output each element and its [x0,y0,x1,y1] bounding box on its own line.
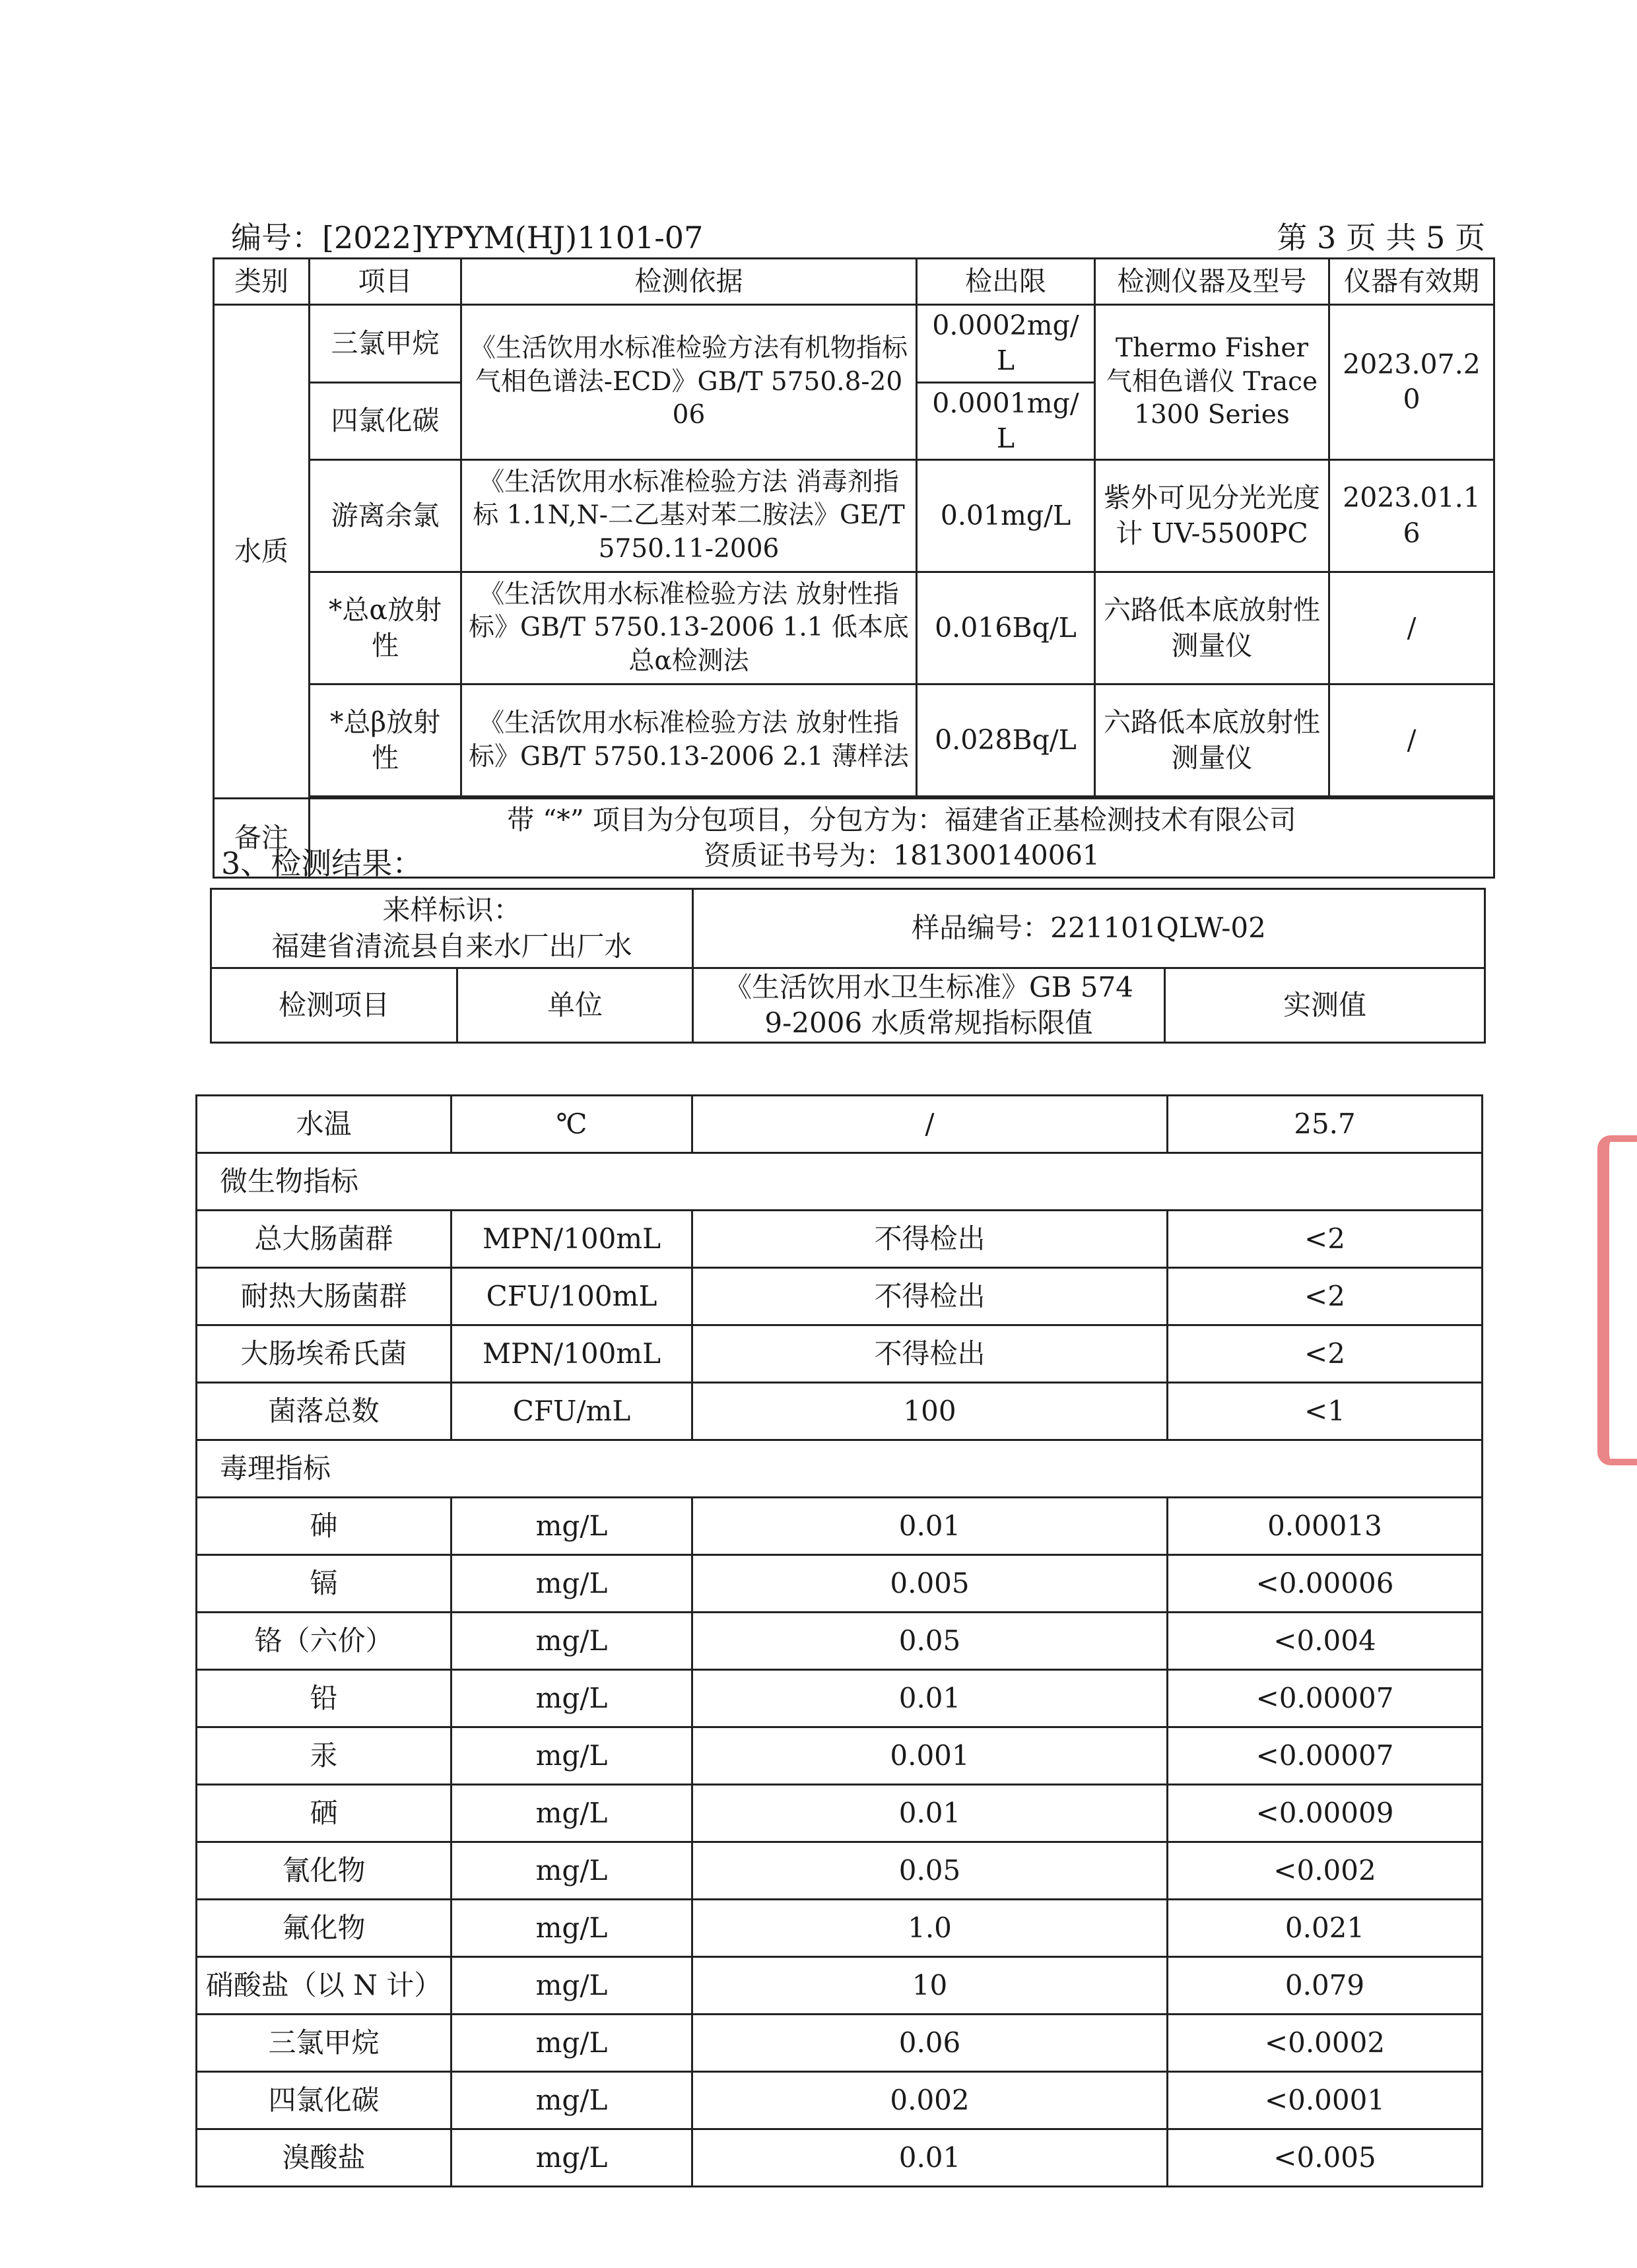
result-unit: mg/L [451,2015,692,2072]
result-item: 总大肠菌群 [197,1211,451,1268]
results-section-title: 3、检测结果： [221,846,423,881]
header-test-item: 检测项目 [212,969,458,1042]
result-value: <0.005 [1168,2129,1483,2187]
method-basis: 《生活饮用水标准检验方法 放射性指标》GB/T 5750.13-2006 2.1 薄样法 [461,684,917,797]
result-item: 菌落总数 [197,1383,451,1440]
result-item: 汞 [197,1727,451,1785]
result-unit: mg/L [451,1670,692,1727]
result-row [197,1211,1483,1268]
result-value: <2 [1168,1211,1483,1268]
result-limit: 0.001 [692,1727,1168,1785]
methods-header-row [214,259,1494,305]
method-item: 四氯化碳 [310,382,461,460]
result-limit: 100 [692,1383,1168,1440]
results-table [195,1094,1483,2187]
result-unit: MPN/100mL [451,1325,692,1383]
result-row [197,1325,1483,1383]
results-header-row [211,968,1485,1043]
header-validity: 仪器有效期 [1329,259,1494,305]
result-row [197,1613,1483,1670]
result-row [197,1670,1483,1727]
result-value: 25.7 [1168,1096,1483,1153]
result-item: 大肠埃希氏菌 [197,1325,451,1383]
page-indicator: 第 3 页 共 5 页 [1277,220,1485,255]
result-value: <0.0002 [1168,2015,1483,2072]
sample-id-label: 来样标识： [382,894,521,926]
method-item: 游离余氯 [310,460,461,572]
method-limit: 0.0001mg/L [917,382,1095,460]
results-header-left [211,968,693,1043]
result-row [197,1842,1483,1900]
result-unit: mg/L [451,1785,692,1842]
result-limit: 0.01 [692,2129,1168,2187]
result-limit: 10 [692,1957,1168,2015]
result-value: <0.002 [1168,1842,1483,1900]
remark-label: 备注 [214,799,310,878]
result-item: 氰化物 [197,1842,451,1900]
method-validity: / [1329,572,1494,684]
result-value: 0.00013 [1168,1498,1483,1555]
method-basis: 《生活饮用水标准检验方法 消毒剂指标 1.1N,N-二乙基对苯二胺法》GE/T 5750.11-2006 [461,460,917,572]
result-limit: 0.01 [692,1670,1168,1727]
method-item: *总β放射性 [310,684,461,797]
result-value: <0.00009 [1168,1785,1483,1842]
result-row [197,1957,1483,2015]
method-validity: / [1329,684,1494,797]
result-item: 水温 [197,1096,451,1153]
header-category: 类别 [214,259,310,305]
result-item: 砷 [197,1498,451,1555]
result-item: 溴酸盐 [197,2129,451,2187]
method-instrument: Thermo Fisher 气相色谱仪 Trace 1300 Series [1095,305,1329,460]
result-unit: mg/L [451,1957,692,2015]
method-instrument: 六路低本底放射性测量仪 [1095,572,1329,684]
category-cell: 水质 [214,305,310,799]
header-instrument: 检测仪器及型号 [1095,259,1329,305]
result-item: 硒 [197,1785,451,1842]
result-item: 铅 [197,1670,451,1727]
result-row [197,2015,1483,2072]
result-limit: 0.06 [692,2015,1168,2072]
result-row [197,1727,1483,1785]
result-unit: ℃ [451,1096,692,1153]
sample-id-value: 福建省清流县自来水厂出厂水 [271,929,632,962]
result-limit: 0.05 [692,1613,1168,1670]
result-unit: mg/L [451,1842,692,1900]
method-basis: 《生活饮用水标准检验方法 放射性指标》GB/T 5750.13-2006 1.1 低本底总α检测法 [461,572,917,684]
result-item: 三氯甲烷 [197,2015,451,2072]
result-row [197,1268,1483,1325]
red-seal-stamp [1597,1135,1637,1465]
result-limit: 0.01 [692,1785,1168,1842]
toxicology-section-label: 毒理指标 [197,1440,1483,1498]
method-limit: 0.01mg/L [917,460,1095,572]
result-limit: 0.005 [692,1555,1168,1613]
result-row [197,1900,1483,1957]
method-item: 三氯甲烷 [310,305,461,383]
method-basis: 《生活饮用水标准检验方法有机物指标 气相色谱法-ECD》GB/T 5750.8-2006 [461,305,917,460]
header-measured-value: 实测值 [1283,988,1366,1021]
header-item: 项目 [310,259,461,305]
result-item: 耐热大肠菌群 [197,1268,451,1325]
result-row-water-temp [197,1096,1483,1153]
section-row-microbial [197,1153,1483,1211]
result-unit: mg/L [451,1727,692,1785]
sample-info-row [211,889,1485,968]
result-item: 镉 [197,1555,451,1613]
method-limit: 0.0002mg/L [917,305,1095,383]
report-header [231,211,1485,257]
result-item: 硝酸盐（以 N 计） [197,1957,451,2015]
header-standard-limit: 《生活饮用水卫生标准》GB 5749-2006 水质常规指标限值 [694,969,1166,1042]
result-limit: 0.002 [692,2072,1168,2129]
result-value: <0.00007 [1168,1727,1483,1785]
result-value: <2 [1168,1268,1483,1325]
remark-line: 带 “*” 项目为分包项目，分包方为：福建省正基检测技术有限公司 [507,804,1296,836]
document-number: 编号：[2022]YPYM(HJ)1101-07 [231,220,704,255]
result-row [197,2072,1483,2129]
methods-row [214,684,1494,797]
method-item: *总α放射性 [310,572,461,684]
sample-number: 样品编号：221101QLW-02 [693,889,1485,968]
result-value: <2 [1168,1325,1483,1383]
result-limit: 不得检出 [692,1325,1168,1383]
result-value: <0.004 [1168,1613,1483,1670]
method-limit: 0.016Bq/L [917,572,1095,684]
results-header-right [693,968,1485,1043]
result-unit: mg/L [451,1555,692,1613]
result-unit: mg/L [451,1900,692,1957]
result-limit: 不得检出 [692,1211,1168,1268]
remark-cell [310,799,1494,878]
result-row [197,1555,1483,1613]
sample-id-cell [211,889,693,968]
remark-line: 资质证书号为：181300140061 [703,839,1100,871]
result-unit: mg/L [451,1498,692,1555]
section-row-toxicology [197,1440,1483,1498]
result-unit: mg/L [451,2072,692,2129]
sample-info-table [210,888,1486,1044]
methods-table [213,257,1495,879]
result-unit: MPN/100mL [451,1211,692,1268]
result-unit: CFU/100mL [451,1268,692,1325]
result-row [197,1498,1483,1555]
result-row [197,1785,1483,1842]
method-instrument: 六路低本底放射性测量仪 [1095,684,1329,797]
method-limit: 0.028Bq/L [917,684,1095,797]
methods-row [214,305,1494,383]
result-value: 0.021 [1168,1900,1483,1957]
result-item: 氟化物 [197,1900,451,1957]
result-row [197,1383,1483,1440]
result-item: 铬（六价） [197,1613,451,1670]
result-limit: 0.05 [692,1842,1168,1900]
result-unit: mg/L [451,2129,692,2187]
result-unit: mg/L [451,1613,692,1670]
methods-row [214,572,1494,684]
result-value: 0.079 [1168,1957,1483,2015]
result-limit: 不得检出 [692,1268,1168,1325]
result-value: <0.0001 [1168,2072,1483,2129]
header-basis: 检测依据 [461,259,917,305]
result-limit: 1.0 [692,1900,1168,1957]
methods-row [214,460,1494,572]
result-item: 四氯化碳 [197,2072,451,2129]
header-limit: 检出限 [917,259,1095,305]
result-value: <0.00007 [1168,1670,1483,1727]
result-limit: / [692,1096,1168,1153]
result-unit: CFU/mL [451,1383,692,1440]
method-validity: 2023.07.20 [1329,305,1494,460]
header-unit: 单位 [547,988,603,1021]
method-instrument: 紫外可见分光光度计 UV-5500PC [1095,460,1329,572]
result-value: <0.00006 [1168,1555,1483,1613]
result-limit: 0.01 [692,1498,1168,1555]
result-value: <1 [1168,1383,1483,1440]
microbial-section-label: 微生物指标 [197,1153,1483,1211]
method-validity: 2023.01.16 [1329,460,1494,572]
result-row [197,2129,1483,2187]
